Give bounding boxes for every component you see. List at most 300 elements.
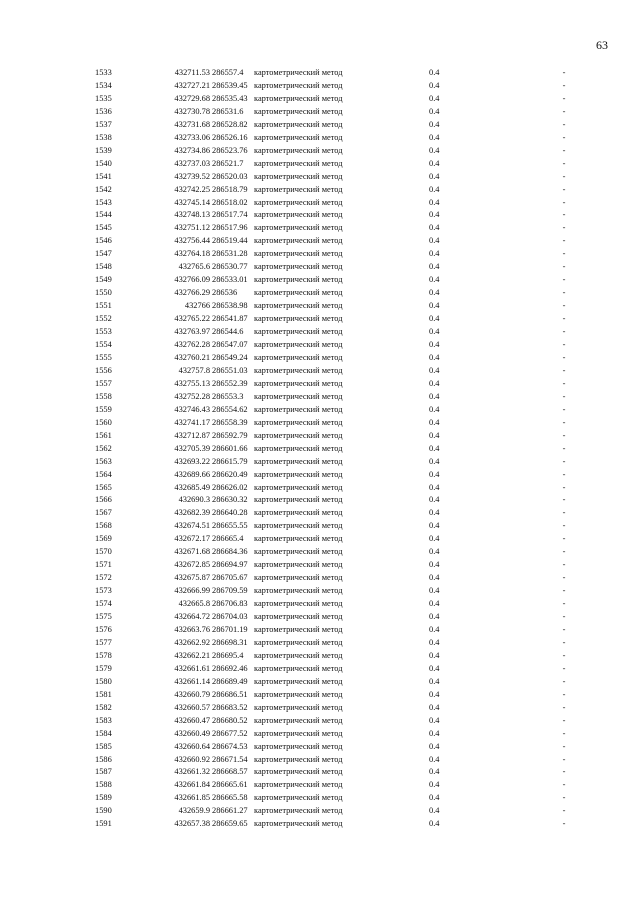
accuracy-cell: 0.4 <box>429 806 440 816</box>
x-coordinate-cell: 432711.53 <box>174 68 210 77</box>
method-cell: картометрический метод <box>254 599 343 609</box>
note-cell: - <box>562 223 566 233</box>
method-cell: картометрический метод <box>254 119 343 129</box>
x-coordinate-cell: 432660.92 <box>174 754 210 764</box>
note-cell: - <box>562 132 566 142</box>
note-cell: - <box>562 599 566 609</box>
table-row <box>95 235 569 248</box>
accuracy-cell: 0.4 <box>429 715 440 725</box>
accuracy-cell: 0.4 <box>429 184 440 194</box>
table-row <box>95 248 569 261</box>
y-coordinate-cell: 286533.01 <box>212 275 248 285</box>
point-number-cell: 1545 <box>95 223 112 233</box>
table-row <box>95 598 569 611</box>
point-number-cell: 1541 <box>95 171 112 181</box>
method-cell: картометрический метод <box>254 650 343 660</box>
method-cell: картометрический метод <box>254 288 343 298</box>
y-coordinate-cell: 286526.16 <box>212 132 248 142</box>
x-coordinate-cell: 432727.21 <box>174 80 210 90</box>
accuracy-cell: 0.4 <box>429 508 440 518</box>
x-coordinate-cell: 432762.28 <box>174 340 210 350</box>
method-cell: картометрический метод <box>254 352 343 362</box>
point-number-cell: 1548 <box>95 262 112 272</box>
note-cell: - <box>562 456 566 466</box>
y-coordinate-cell: 286695.4 <box>212 650 244 660</box>
y-coordinate-cell: 286665.58 <box>212 793 248 803</box>
accuracy-cell: 0.4 <box>429 417 440 427</box>
y-coordinate-cell: 286541.87 <box>212 314 248 324</box>
accuracy-cell: 0.4 <box>429 106 440 116</box>
y-coordinate-cell: 286518.79 <box>212 184 248 194</box>
y-coordinate-cell: 286519.44 <box>212 236 248 246</box>
note-cell: - <box>562 676 566 686</box>
note-cell: - <box>562 469 566 479</box>
point-number-cell: 1589 <box>95 793 112 803</box>
method-cell: картометрический метод <box>254 93 343 103</box>
note-cell: - <box>562 430 566 440</box>
note-cell: - <box>562 171 566 181</box>
note-cell: - <box>562 288 566 298</box>
method-cell: картометрический метод <box>254 495 343 505</box>
table-row <box>95 119 569 132</box>
y-coordinate-cell: 286520.03 <box>212 171 248 181</box>
y-coordinate-cell: 286694.97 <box>212 560 248 570</box>
point-number-cell: 1543 <box>95 197 112 207</box>
accuracy-cell: 0.4 <box>429 767 440 777</box>
note-cell: - <box>562 495 566 505</box>
method-cell: картометрический метод <box>254 767 343 777</box>
table-row <box>95 507 569 520</box>
table-row <box>95 106 569 119</box>
note-cell: - <box>562 106 566 116</box>
x-coordinate-cell: 432675.87 <box>174 573 210 583</box>
method-cell: картометрический метод <box>254 197 343 207</box>
table-row <box>95 779 569 792</box>
y-coordinate-cell: 286544.6 <box>212 327 244 337</box>
y-coordinate-cell: 286659.65 <box>212 819 248 829</box>
accuracy-cell: 0.4 <box>429 456 440 466</box>
accuracy-cell: 0.4 <box>429 288 440 298</box>
x-coordinate-cell: 432752.28 <box>174 391 210 401</box>
accuracy-cell: 0.4 <box>429 210 440 220</box>
accuracy-cell: 0.4 <box>429 702 440 712</box>
point-number-cell: 1582 <box>95 702 112 712</box>
x-coordinate-cell: 432660.47 <box>174 715 210 725</box>
table-row <box>95 197 569 210</box>
table-row <box>95 209 569 222</box>
x-coordinate-cell: 432666.99 <box>174 586 210 596</box>
x-coordinate-cell: 432657.38 <box>174 819 210 829</box>
note-cell: - <box>562 508 566 518</box>
note-cell: - <box>562 793 566 803</box>
point-number-cell: 1585 <box>95 741 112 751</box>
method-cell: картометрический метод <box>254 586 343 596</box>
accuracy-cell: 0.4 <box>429 793 440 803</box>
table-row <box>95 417 569 430</box>
x-coordinate-cell: 432689.66 <box>174 469 210 479</box>
table-row <box>95 365 569 378</box>
accuracy-cell: 0.4 <box>429 430 440 440</box>
note-cell: - <box>562 210 566 220</box>
note-cell: - <box>562 547 566 557</box>
y-coordinate-cell: 286665.4 <box>212 534 244 544</box>
accuracy-cell: 0.4 <box>429 624 440 634</box>
table-row <box>95 676 569 689</box>
point-number-cell: 1576 <box>95 624 112 634</box>
y-coordinate-cell: 286704.03 <box>212 612 248 622</box>
x-coordinate-cell: 432755.13 <box>174 378 210 388</box>
accuracy-cell: 0.4 <box>429 819 440 829</box>
y-coordinate-cell: 286671.54 <box>212 754 248 764</box>
accuracy-cell: 0.4 <box>429 573 440 583</box>
table-row <box>95 222 569 235</box>
method-cell: картометрический метод <box>254 145 343 155</box>
table-row <box>95 430 569 443</box>
accuracy-cell: 0.4 <box>429 80 440 90</box>
table-row <box>95 80 569 93</box>
method-cell: картометрический метод <box>254 637 343 647</box>
note-cell: - <box>562 806 566 816</box>
note-cell: - <box>562 417 566 427</box>
x-coordinate-cell: 432661.14 <box>174 676 210 686</box>
point-number-cell: 1550 <box>95 288 112 298</box>
accuracy-cell: 0.4 <box>429 676 440 686</box>
note-cell: - <box>562 728 566 738</box>
point-number-cell: 1544 <box>95 210 112 220</box>
method-cell: картометрический метод <box>254 340 343 350</box>
table-row <box>95 171 569 184</box>
y-coordinate-cell: 286661.27 <box>212 806 248 816</box>
x-coordinate-cell: 432764.18 <box>174 249 210 259</box>
coordinates-table-body <box>95 67 569 831</box>
x-coordinate-cell: 432660.79 <box>174 689 210 699</box>
point-number-cell: 1562 <box>95 443 112 453</box>
y-coordinate-cell: 286630.32 <box>212 495 248 505</box>
y-coordinate-cell: 286689.49 <box>212 676 248 686</box>
accuracy-cell: 0.4 <box>429 197 440 207</box>
x-coordinate-cell: 432730.78 <box>174 106 210 116</box>
table-row <box>95 326 569 339</box>
point-number-cell: 1547 <box>95 249 112 259</box>
note-cell: - <box>562 637 566 647</box>
method-cell: картометрический метод <box>254 210 343 220</box>
accuracy-cell: 0.4 <box>429 689 440 699</box>
note-cell: - <box>562 145 566 155</box>
y-coordinate-cell: 286677.52 <box>212 728 248 738</box>
table-row <box>95 67 569 80</box>
point-number-cell: 1540 <box>95 158 112 168</box>
note-cell: - <box>562 560 566 570</box>
method-cell: картометрический метод <box>254 754 343 764</box>
note-cell: - <box>562 702 566 712</box>
table-row <box>95 663 569 676</box>
table-row <box>95 572 569 585</box>
method-cell: картометрический метод <box>254 236 343 246</box>
accuracy-cell: 0.4 <box>429 560 440 570</box>
x-coordinate-cell: 432751.12 <box>174 223 210 233</box>
point-number-cell: 1567 <box>95 508 112 518</box>
y-coordinate-cell: 286552.39 <box>212 378 248 388</box>
y-coordinate-cell: 286521.7 <box>212 158 244 168</box>
x-coordinate-cell: 432737.03 <box>174 158 210 168</box>
x-coordinate-cell: 432674.51 <box>174 521 210 531</box>
x-coordinate-cell: 432672.17 <box>174 534 210 544</box>
method-cell: картометрический метод <box>254 365 343 375</box>
accuracy-cell: 0.4 <box>429 249 440 259</box>
x-coordinate-cell: 432739.52 <box>174 171 210 181</box>
coordinates-table <box>95 67 569 831</box>
table-row <box>95 624 569 637</box>
table-row <box>95 469 569 482</box>
accuracy-cell: 0.4 <box>429 365 440 375</box>
y-coordinate-cell: 286547.07 <box>212 340 248 350</box>
table-row <box>95 715 569 728</box>
x-coordinate-cell: 432671.68 <box>174 547 210 557</box>
y-coordinate-cell: 286706.83 <box>212 599 248 609</box>
accuracy-cell: 0.4 <box>429 521 440 531</box>
y-coordinate-cell: 286535.43 <box>212 93 248 103</box>
method-cell: картометрический метод <box>254 469 343 479</box>
point-number-cell: 1566 <box>95 495 112 505</box>
accuracy-cell: 0.4 <box>429 586 440 596</box>
method-cell: картометрический метод <box>254 68 343 77</box>
table-row <box>95 520 569 533</box>
point-number-cell: 1568 <box>95 521 112 531</box>
note-cell: - <box>562 327 566 337</box>
y-coordinate-cell: 286698.31 <box>212 637 248 647</box>
point-number-cell: 1561 <box>95 430 112 440</box>
table-row <box>95 611 569 624</box>
x-coordinate-cell: 432733.06 <box>174 132 210 142</box>
method-cell: картометрический метод <box>254 404 343 414</box>
y-coordinate-cell: 286553.3 <box>212 391 244 401</box>
point-number-cell: 1554 <box>95 340 112 350</box>
y-coordinate-cell: 286705.67 <box>212 573 248 583</box>
y-coordinate-cell: 286528.82 <box>212 119 248 129</box>
accuracy-cell: 0.4 <box>429 495 440 505</box>
x-coordinate-cell: 432661.32 <box>174 767 210 777</box>
x-coordinate-cell: 432690.3 <box>178 495 210 505</box>
accuracy-cell: 0.4 <box>429 327 440 337</box>
y-coordinate-cell: 286531.28 <box>212 249 248 259</box>
method-cell: картометрический метод <box>254 378 343 388</box>
x-coordinate-cell: 432662.92 <box>174 637 210 647</box>
table-row <box>95 404 569 417</box>
x-coordinate-cell: 432748.13 <box>174 210 210 220</box>
point-number-cell: 1560 <box>95 417 112 427</box>
table-row <box>95 585 569 598</box>
y-coordinate-cell: 286674.53 <box>212 741 248 751</box>
table-row <box>95 482 569 495</box>
y-coordinate-cell: 286592.79 <box>212 430 248 440</box>
note-cell: - <box>562 314 566 324</box>
point-number-cell: 1563 <box>95 456 112 466</box>
point-number-cell: 1588 <box>95 780 112 790</box>
table-row <box>95 650 569 663</box>
note-cell: - <box>562 119 566 129</box>
point-number-cell: 1559 <box>95 404 112 414</box>
point-number-cell: 1583 <box>95 715 112 725</box>
y-coordinate-cell: 286531.6 <box>212 106 244 116</box>
accuracy-cell: 0.4 <box>429 728 440 738</box>
accuracy-cell: 0.4 <box>429 158 440 168</box>
x-coordinate-cell: 432741.17 <box>174 417 210 427</box>
table-row <box>95 443 569 456</box>
x-coordinate-cell: 432660.49 <box>174 728 210 738</box>
table-row <box>95 93 569 106</box>
y-coordinate-cell: 286558.39 <box>212 417 248 427</box>
y-coordinate-cell: 286557.4 <box>212 68 244 77</box>
y-coordinate-cell: 286665.61 <box>212 780 248 790</box>
method-cell: картометрический метод <box>254 624 343 634</box>
method-cell: картометрический метод <box>254 819 343 829</box>
method-cell: картометрический метод <box>254 573 343 583</box>
x-coordinate-cell: 432693.22 <box>174 456 210 466</box>
x-coordinate-cell: 432745.14 <box>174 197 210 207</box>
point-number-cell: 1552 <box>95 314 112 324</box>
method-cell: картометрический метод <box>254 314 343 324</box>
method-cell: картометрический метод <box>254 391 343 401</box>
accuracy-cell: 0.4 <box>429 637 440 647</box>
point-number-cell: 1579 <box>95 663 112 673</box>
point-number-cell: 1565 <box>95 482 112 492</box>
x-coordinate-cell: 432685.49 <box>174 482 210 492</box>
x-coordinate-cell: 432734.86 <box>174 145 210 155</box>
point-number-cell: 1564 <box>95 469 112 479</box>
note-cell: - <box>562 404 566 414</box>
x-coordinate-cell: 432662.21 <box>174 650 210 660</box>
y-coordinate-cell: 286684.36 <box>212 547 248 557</box>
y-coordinate-cell: 286709.59 <box>212 586 248 596</box>
note-cell: - <box>562 236 566 246</box>
table-row <box>95 339 569 352</box>
table-row <box>95 391 569 404</box>
table-row <box>95 145 569 158</box>
note-cell: - <box>562 352 566 362</box>
y-coordinate-cell: 286668.57 <box>212 767 248 777</box>
method-cell: картометрический метод <box>254 327 343 337</box>
point-number-cell: 1534 <box>95 80 112 90</box>
point-number-cell: 1584 <box>95 728 112 738</box>
point-number-cell: 1587 <box>95 767 112 777</box>
point-number-cell: 1542 <box>95 184 112 194</box>
note-cell: - <box>562 365 566 375</box>
method-cell: картометрический метод <box>254 728 343 738</box>
point-number-cell: 1575 <box>95 612 112 622</box>
point-number-cell: 1590 <box>95 806 112 816</box>
accuracy-cell: 0.4 <box>429 599 440 609</box>
table-row <box>95 754 569 767</box>
note-cell: - <box>562 534 566 544</box>
point-number-cell: 1581 <box>95 689 112 699</box>
accuracy-cell: 0.4 <box>429 119 440 129</box>
note-cell: - <box>562 443 566 453</box>
method-cell: картометрический метод <box>254 547 343 557</box>
x-coordinate-cell: 432756.44 <box>174 236 210 246</box>
note-cell: - <box>562 391 566 401</box>
x-coordinate-cell: 432664.72 <box>174 612 210 622</box>
x-coordinate-cell: 432731.68 <box>174 119 210 129</box>
y-coordinate-cell: 286518.02 <box>212 197 248 207</box>
accuracy-cell: 0.4 <box>429 314 440 324</box>
method-cell: картометрический метод <box>254 171 343 181</box>
point-number-cell: 1557 <box>95 378 112 388</box>
x-coordinate-cell: 432766.29 <box>174 288 210 298</box>
accuracy-cell: 0.4 <box>429 547 440 557</box>
y-coordinate-cell: 286620.49 <box>212 469 248 479</box>
accuracy-cell: 0.4 <box>429 443 440 453</box>
method-cell: картометрический метод <box>254 482 343 492</box>
point-number-cell: 1570 <box>95 547 112 557</box>
table-row <box>95 741 569 754</box>
method-cell: картометрический метод <box>254 793 343 803</box>
y-coordinate-cell: 286626.02 <box>212 482 248 492</box>
point-number-cell: 1551 <box>95 301 112 311</box>
table-row <box>95 546 569 559</box>
note-cell: - <box>562 378 566 388</box>
table-row <box>95 261 569 274</box>
accuracy-cell: 0.4 <box>429 352 440 362</box>
table-row <box>95 494 569 507</box>
y-coordinate-cell: 286517.96 <box>212 223 248 233</box>
point-number-cell: 1533 <box>95 68 112 77</box>
table-row <box>95 818 569 831</box>
y-coordinate-cell: 286680.52 <box>212 715 248 725</box>
point-number-cell: 1586 <box>95 754 112 764</box>
x-coordinate-cell: 432705.39 <box>174 443 210 453</box>
note-cell: - <box>562 262 566 272</box>
method-cell: картометрический метод <box>254 80 343 90</box>
note-cell: - <box>562 715 566 725</box>
method-cell: картометрический метод <box>254 132 343 142</box>
x-coordinate-cell: 432765.22 <box>174 314 210 324</box>
method-cell: картометрический метод <box>254 534 343 544</box>
note-cell: - <box>562 819 566 829</box>
table-row <box>95 766 569 779</box>
method-cell: картометрический метод <box>254 106 343 116</box>
accuracy-cell: 0.4 <box>429 391 440 401</box>
table-row <box>95 728 569 741</box>
note-cell: - <box>562 197 566 207</box>
method-cell: картометрический метод <box>254 780 343 790</box>
x-coordinate-cell: 432659.9 <box>178 806 210 816</box>
accuracy-cell: 0.4 <box>429 68 440 77</box>
method-cell: картометрический метод <box>254 443 343 453</box>
table-row <box>95 702 569 715</box>
method-cell: картометрический метод <box>254 249 343 259</box>
accuracy-cell: 0.4 <box>429 534 440 544</box>
y-coordinate-cell: 286640.28 <box>212 508 248 518</box>
note-cell: - <box>562 754 566 764</box>
table-row <box>95 378 569 391</box>
method-cell: картометрический метод <box>254 689 343 699</box>
x-coordinate-cell: 432665.8 <box>178 599 210 609</box>
x-coordinate-cell: 432672.85 <box>174 560 210 570</box>
accuracy-cell: 0.4 <box>429 482 440 492</box>
x-coordinate-cell: 432712.87 <box>174 430 210 440</box>
table-row <box>95 300 569 313</box>
method-cell: картометрический метод <box>254 702 343 712</box>
point-number-cell: 1591 <box>95 819 112 829</box>
accuracy-cell: 0.4 <box>429 236 440 246</box>
x-coordinate-cell: 432746.43 <box>174 404 210 414</box>
point-number-cell: 1572 <box>95 573 112 583</box>
y-coordinate-cell: 286517.74 <box>212 210 248 220</box>
note-cell: - <box>562 340 566 350</box>
note-cell: - <box>562 663 566 673</box>
point-number-cell: 1556 <box>95 365 112 375</box>
accuracy-cell: 0.4 <box>429 93 440 103</box>
